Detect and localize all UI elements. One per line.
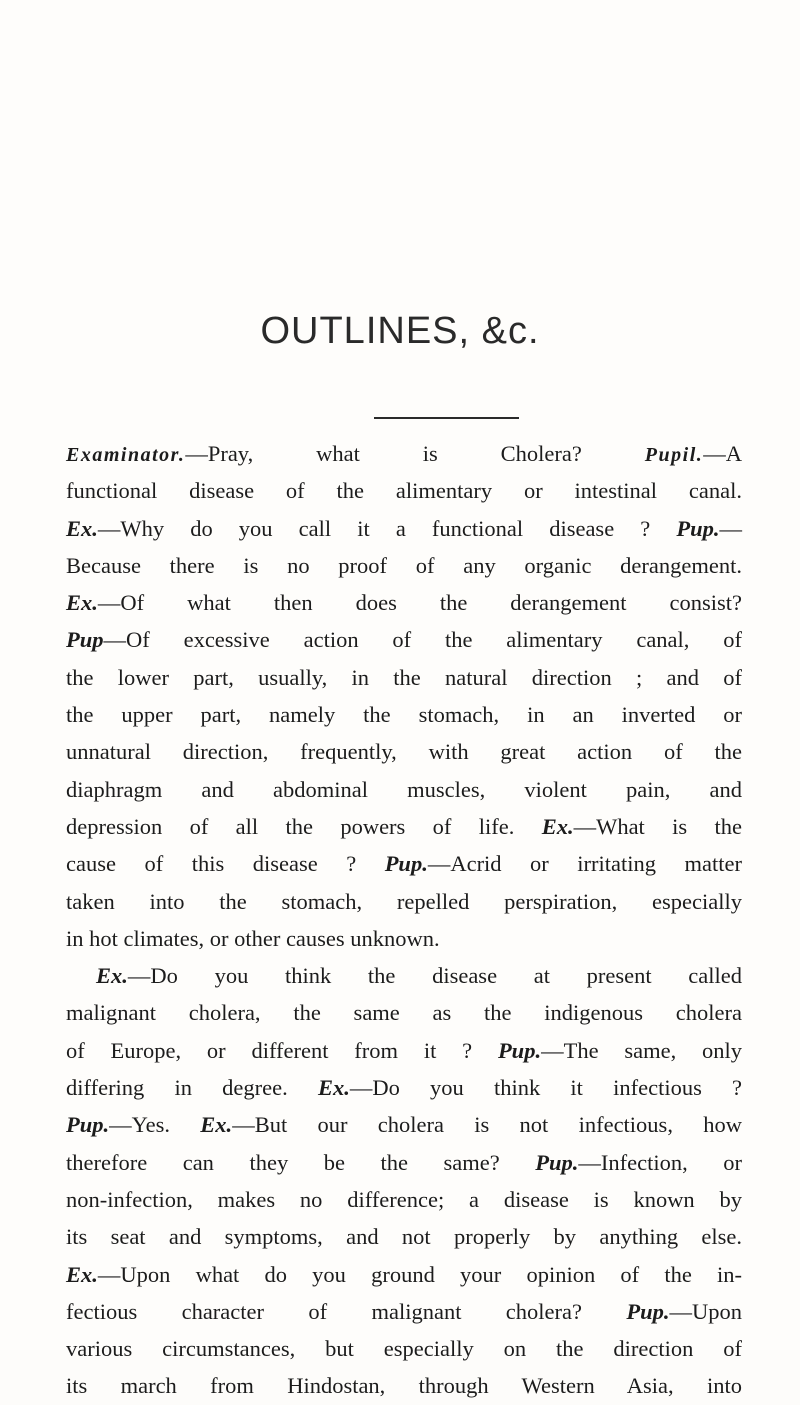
text-run: —But our cholera is not infectious, how [232,1112,742,1138]
speaker-label: Pup. [497,1037,542,1063]
text-run: therefore can they be the same? [66,1149,536,1175]
speaker-label: Ex. [541,813,574,839]
speaker-label: Ex. [200,1112,233,1138]
text-line [66,510,742,547]
text-run: non-infection, makes no difference; a disease is known by [66,1186,742,1212]
text-line [66,1256,742,1293]
speaker-label: Pupil. [644,444,704,466]
body-text [66,435,742,1405]
speaker-label: Ex. [96,963,128,989]
text-line [66,1218,742,1255]
text-run: its seat and symptoms, and not properly by anything else. [66,1224,742,1250]
text-line [66,1330,742,1367]
speaker-label: Pup. [66,1112,110,1138]
text-line [66,547,742,584]
text-line [66,1367,742,1404]
text-line [66,472,742,509]
text-run: —Pray, what is Cholera? [185,441,645,466]
text-line [66,659,742,696]
text-line [66,1181,742,1218]
text-run: unnatural direction, frequently, with great action of the [66,739,742,765]
text-run: — [719,515,742,541]
text-run: cause of this disease ? [66,851,385,877]
text-run: differing in degree. [66,1075,318,1101]
page-title: OUTLINES, &c. [260,310,540,352]
text-run: taken into the stomach, repelled perspiration, especially [66,888,742,914]
text-run: Because there is no proof of any organic derangement. [66,552,742,578]
text-line [66,845,742,882]
text-line [66,883,742,920]
text-run: —Upon what do you ground your opinion of the in- [97,1261,742,1287]
text-run: the lower part, usually, in the natural direction ; and of [66,664,742,690]
text-line [66,920,742,957]
text-line [66,1144,742,1181]
speaker-label: Pup [66,627,104,653]
text-run: fectious character of malignant cholera? [66,1298,627,1324]
text-run: malignant cholera, the same as the indigenous cholera [66,1000,742,1026]
text-run: diaphragm and abdominal muscles, violent pain, and [66,776,742,802]
text-line [66,621,742,658]
text-run: depression of all the powers of life. [66,813,542,839]
speaker-label: Ex. [317,1075,350,1101]
text-run: of Europe, or different from it ? [66,1037,498,1063]
text-line [66,957,742,994]
speaker-label: Ex. [66,590,98,616]
speaker-label: Examinator. [66,444,186,466]
text-run: —Of what then does the derangement consist? [97,590,742,616]
text-line [66,1293,742,1330]
text-line [66,1069,742,1106]
text-line [66,994,742,1031]
text-run: the upper part, namely the stomach, in an inverted or [66,702,742,728]
text-line [66,771,742,808]
text-run: —Of excessive action of the alimentary canal, of [103,627,742,653]
text-run: —Why do you call it a functional disease ? [97,515,677,541]
text-run: —Upon [669,1298,742,1324]
text-line [66,1106,742,1143]
text-run: —The same, only [541,1037,743,1063]
text-run: —What is the [573,813,742,839]
text-run: in hot climates, or other causes unknown. [66,925,440,951]
speaker-label: Ex. [66,515,98,541]
title-rule [374,417,519,419]
text-line [66,584,742,621]
text-line [66,1032,742,1069]
text-run: —Do you think the disease at present called [127,963,742,989]
text-run: —Do you think it infectious ? [349,1075,742,1101]
speaker-label: Pup. [535,1149,579,1175]
speaker-label: Pup. [384,851,428,877]
text-run: —Acrid or irritating matter [427,851,742,877]
text-run: various circumstances, but especially on the direction of [66,1336,742,1362]
text-run: —A [703,441,742,466]
text-run: functional disease of the alimentary or intestinal canal. [66,478,742,504]
text-line [66,733,742,770]
text-line [66,808,742,845]
text-line [66,696,742,733]
speaker-label: Ex. [66,1261,98,1287]
text-run: its march from Hindostan, through Western Asia, into [66,1373,742,1399]
text-run: —Infection, or [578,1149,742,1175]
text-run: —Yes. [109,1112,201,1138]
text-line [66,435,742,472]
speaker-label: Pup. [626,1298,670,1324]
speaker-label: Pup. [676,515,720,541]
